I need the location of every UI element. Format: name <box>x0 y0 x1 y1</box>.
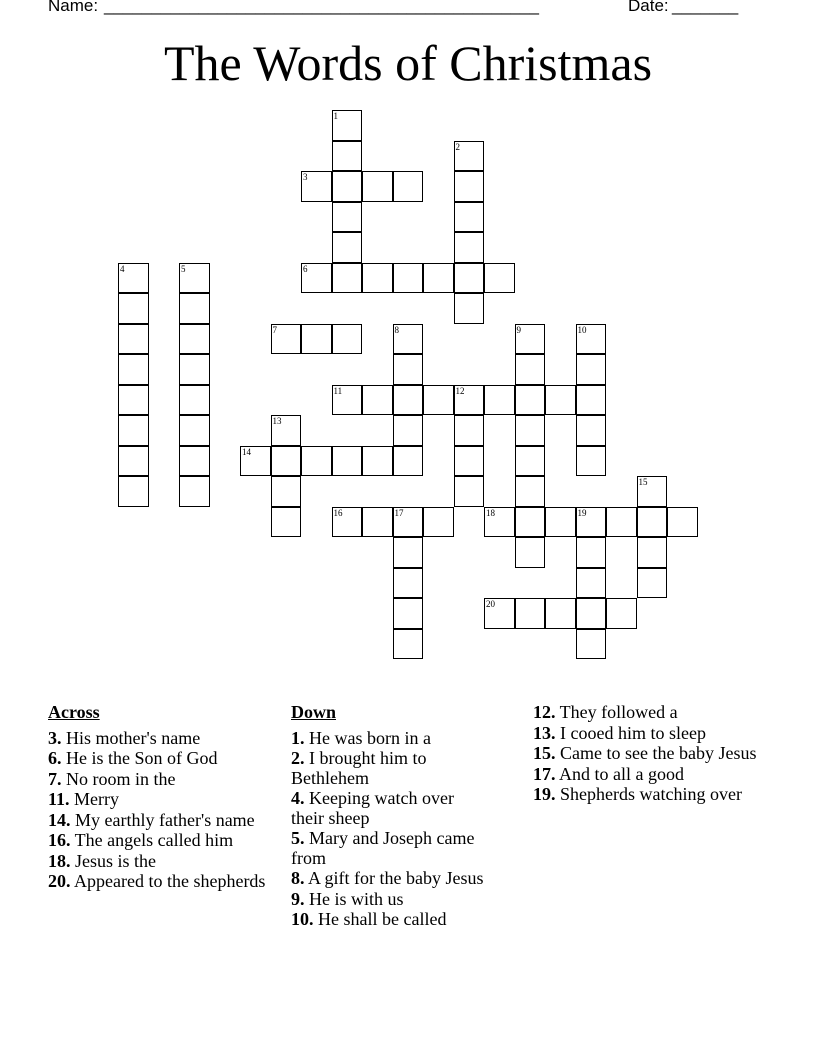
down-heading: Down <box>291 702 337 722</box>
clue-item <box>291 869 491 889</box>
grid-cell[interactable] <box>118 446 149 477</box>
grid-cell[interactable] <box>637 507 668 538</box>
clue-number: 3. <box>48 727 62 748</box>
clue-number: 18. <box>48 850 71 871</box>
clue-number: 19. <box>533 784 556 804</box>
grid-cell[interactable] <box>454 415 485 446</box>
grid-cell[interactable] <box>515 598 546 629</box>
clue-item <box>48 852 278 872</box>
clue-number: 10. <box>291 909 314 929</box>
clue-text: They followed a <box>555 702 678 722</box>
cell-number: 20 <box>486 599 495 609</box>
grid-cell[interactable] <box>393 537 424 568</box>
grid-cell[interactable] <box>515 537 546 568</box>
clue-number: 2. <box>291 748 305 768</box>
grid-cell[interactable] <box>515 324 546 355</box>
clue-item <box>48 831 278 851</box>
grid-cell[interactable] <box>332 324 363 355</box>
down-clues-continued <box>533 703 763 806</box>
clue-text: Merry <box>69 789 119 809</box>
name-label: Name: <box>48 0 99 15</box>
clue-item <box>533 785 763 805</box>
clue-text: Keeping watch over their sheep <box>291 788 454 828</box>
cell-number: 12 <box>455 385 465 396</box>
grid-cell[interactable] <box>576 415 607 446</box>
grid-cell[interactable] <box>179 446 210 477</box>
clue-item <box>48 749 278 769</box>
clue-text: And to all a good <box>555 763 684 784</box>
clue-number: 20. <box>48 871 71 891</box>
clue-text: He shall be called <box>313 909 447 929</box>
clue-item <box>291 749 491 788</box>
clue-item <box>48 872 278 892</box>
grid-cell[interactable] <box>179 354 210 385</box>
grid-cell[interactable] <box>484 263 515 294</box>
grid-cell[interactable] <box>576 385 607 416</box>
clue-item <box>533 765 763 785</box>
clue-text: Mary and Joseph came from <box>291 828 475 868</box>
grid-cell[interactable] <box>393 415 424 446</box>
cell-number: 9 <box>516 324 521 335</box>
grid-cell[interactable] <box>179 263 210 294</box>
grid-cell[interactable] <box>362 385 393 416</box>
grid-cell[interactable] <box>393 324 424 355</box>
grid-cell[interactable] <box>606 598 637 629</box>
grid-cell[interactable] <box>271 324 302 355</box>
grid-cell[interactable] <box>271 446 302 477</box>
cell-number: 3 <box>303 172 308 182</box>
grid-cell[interactable] <box>118 293 149 324</box>
grid-cell[interactable] <box>454 263 485 294</box>
grid-cell[interactable] <box>423 385 454 416</box>
clue-number: 13. <box>533 722 556 743</box>
grid-cell[interactable] <box>515 446 546 477</box>
clue-number: 6. <box>48 748 62 768</box>
grid-cell[interactable] <box>179 385 210 416</box>
grid-cell[interactable] <box>393 568 424 599</box>
grid-cell[interactable] <box>454 476 485 507</box>
grid-cell[interactable] <box>454 446 485 477</box>
cell-number: 15 <box>638 477 648 487</box>
grid-cell[interactable] <box>301 263 332 294</box>
grid-cell[interactable] <box>515 476 546 507</box>
clue-number: 4. <box>291 788 305 808</box>
grid-cell[interactable] <box>606 507 637 538</box>
grid-cell[interactable] <box>423 507 454 538</box>
date-label: Date: <box>628 0 669 15</box>
grid-cell[interactable] <box>332 263 363 294</box>
grid-cell[interactable] <box>454 171 485 202</box>
grid-cell[interactable] <box>362 507 393 538</box>
grid-cell[interactable] <box>332 507 363 538</box>
clue-number: 11. <box>48 789 70 809</box>
clue-text: A gift for the baby Jesus <box>304 868 484 888</box>
grid-cell[interactable] <box>301 171 332 202</box>
clue-item <box>291 910 491 930</box>
clue-item <box>291 829 491 868</box>
grid-cell[interactable] <box>576 568 607 599</box>
grid-cell[interactable] <box>515 354 546 385</box>
cell-number: 17 <box>394 507 404 518</box>
grid-cell[interactable] <box>332 110 363 141</box>
clue-item <box>533 744 763 764</box>
clue-text: He is with us <box>304 888 404 909</box>
grid-cell[interactable] <box>393 446 424 477</box>
clue-text: He was born in a <box>304 727 431 748</box>
grid-cell[interactable] <box>637 568 668 599</box>
grid-cell[interactable] <box>393 598 424 629</box>
clue-text: Came to see the baby Jesus <box>555 743 757 763</box>
cell-number: 10 <box>577 324 587 335</box>
grid-cell[interactable] <box>118 324 149 355</box>
clue-number: 15. <box>533 743 556 763</box>
grid-cell[interactable] <box>393 263 424 294</box>
grid-cell[interactable] <box>179 293 210 324</box>
clue-text: His mother's name <box>61 727 201 748</box>
grid-cell[interactable] <box>179 476 210 507</box>
down-clues <box>291 703 491 931</box>
grid-cell[interactable] <box>240 446 271 477</box>
down-clue-list <box>291 729 491 930</box>
grid-cell[interactable] <box>393 507 424 538</box>
cell-number: 11 <box>333 385 343 396</box>
clue-number: 9. <box>291 888 305 909</box>
clue-text: Shepherds watching over <box>555 784 742 804</box>
clue-item <box>533 724 763 744</box>
across-clue-list <box>48 729 278 892</box>
grid-cell[interactable] <box>515 415 546 446</box>
cell-number: 14 <box>242 446 251 457</box>
grid-cell[interactable] <box>454 385 485 416</box>
grid-cell[interactable] <box>454 202 485 233</box>
cell-number: 8 <box>394 324 399 335</box>
grid-cell[interactable] <box>118 354 149 385</box>
grid-cell[interactable] <box>576 629 607 660</box>
clue-number: 12. <box>533 702 556 722</box>
clue-item <box>48 770 278 790</box>
grid-cell[interactable] <box>362 263 393 294</box>
grid-cell[interactable] <box>576 354 607 385</box>
cell-number: 16 <box>333 507 343 518</box>
grid-cell[interactable] <box>362 171 393 202</box>
name-field[interactable]: ______________________________________________ <box>104 0 539 15</box>
clue-item <box>533 703 763 723</box>
grid-cell[interactable] <box>545 385 576 416</box>
cell-number: 7 <box>272 324 277 335</box>
grid-cell[interactable] <box>576 537 607 568</box>
grid-cell[interactable] <box>454 232 485 263</box>
grid-cell[interactable] <box>332 446 363 477</box>
grid-cell[interactable] <box>332 385 363 416</box>
cell-number: 18 <box>486 507 495 518</box>
clue-text: Appeared to the shepherds <box>70 871 266 891</box>
grid-cell[interactable] <box>484 598 515 629</box>
grid-cell[interactable] <box>332 171 363 202</box>
clue-item <box>291 729 491 749</box>
clue-text: Jesus is the <box>70 850 156 871</box>
down-clue-list-continued <box>533 703 763 805</box>
cell-number: 6 <box>303 263 308 274</box>
grid-cell[interactable] <box>362 446 393 477</box>
grid-cell[interactable] <box>301 446 332 477</box>
across-clues <box>48 703 278 893</box>
clue-text: I cooed him to sleep <box>555 722 706 743</box>
clue-item <box>48 790 278 810</box>
clue-text: No room in the <box>61 768 176 789</box>
grid-cell[interactable] <box>637 537 668 568</box>
clue-item <box>48 811 278 831</box>
cell-number: 2 <box>455 141 460 152</box>
clue-text: My earthly father's name <box>70 809 255 830</box>
clue-number: 14. <box>48 809 71 830</box>
cell-number: 19 <box>577 507 587 518</box>
clue-item <box>48 729 278 749</box>
clue-item <box>291 890 491 910</box>
grid-cell[interactable] <box>271 415 302 446</box>
grid-cell[interactable] <box>545 507 576 538</box>
grid-cell[interactable] <box>545 598 576 629</box>
cell-number: 4 <box>120 263 125 274</box>
grid-cell[interactable] <box>515 507 546 538</box>
clue-number: 17. <box>533 763 556 784</box>
grid-cell[interactable] <box>393 629 424 660</box>
grid-cell[interactable] <box>637 476 668 507</box>
grid-cell[interactable] <box>484 507 515 538</box>
grid-cell[interactable] <box>576 598 607 629</box>
grid-cell[interactable] <box>393 354 424 385</box>
clue-item <box>291 789 491 828</box>
grid-cell[interactable] <box>423 263 454 294</box>
grid-cell[interactable] <box>271 476 302 507</box>
page-title: The Words of Christmas <box>163 35 653 91</box>
cell-number: 1 <box>333 111 338 121</box>
grid-cell[interactable] <box>271 507 302 538</box>
grid-cell[interactable] <box>301 324 332 355</box>
grid-cell[interactable] <box>484 385 515 416</box>
clue-number: 5. <box>291 828 305 848</box>
clue-text: The angels called him <box>70 830 234 850</box>
grid-cell[interactable] <box>332 202 363 233</box>
grid-cell[interactable] <box>667 507 698 538</box>
date-field[interactable]: _______ <box>672 0 739 15</box>
cell-number: 5 <box>181 263 186 274</box>
grid-cell[interactable] <box>454 293 485 324</box>
cell-number: 13 <box>272 416 282 426</box>
across-heading: Across <box>48 702 100 722</box>
clue-number: 8. <box>291 868 305 888</box>
grid-cell[interactable] <box>118 415 149 446</box>
grid-cell[interactable] <box>118 476 149 507</box>
grid-cell[interactable] <box>118 263 149 294</box>
clue-number: 16. <box>48 830 71 850</box>
clue-text: I brought him to Bethlehem <box>291 748 427 788</box>
grid-cell[interactable] <box>393 171 424 202</box>
grid-cell[interactable] <box>332 232 363 263</box>
grid-cell[interactable] <box>454 141 485 172</box>
grid-cell[interactable] <box>179 324 210 355</box>
grid-cell[interactable] <box>576 507 607 538</box>
clue-number: 7. <box>48 768 62 789</box>
grid-cell[interactable] <box>118 385 149 416</box>
grid-cell[interactable] <box>576 446 607 477</box>
grid-cell[interactable] <box>332 141 363 172</box>
clue-number: 1. <box>291 727 305 748</box>
grid-cell[interactable] <box>393 385 424 416</box>
grid-cell[interactable] <box>179 415 210 446</box>
clue-text: He is the Son of God <box>61 748 218 768</box>
grid-cell[interactable] <box>576 324 607 355</box>
grid-cell[interactable] <box>515 385 546 416</box>
